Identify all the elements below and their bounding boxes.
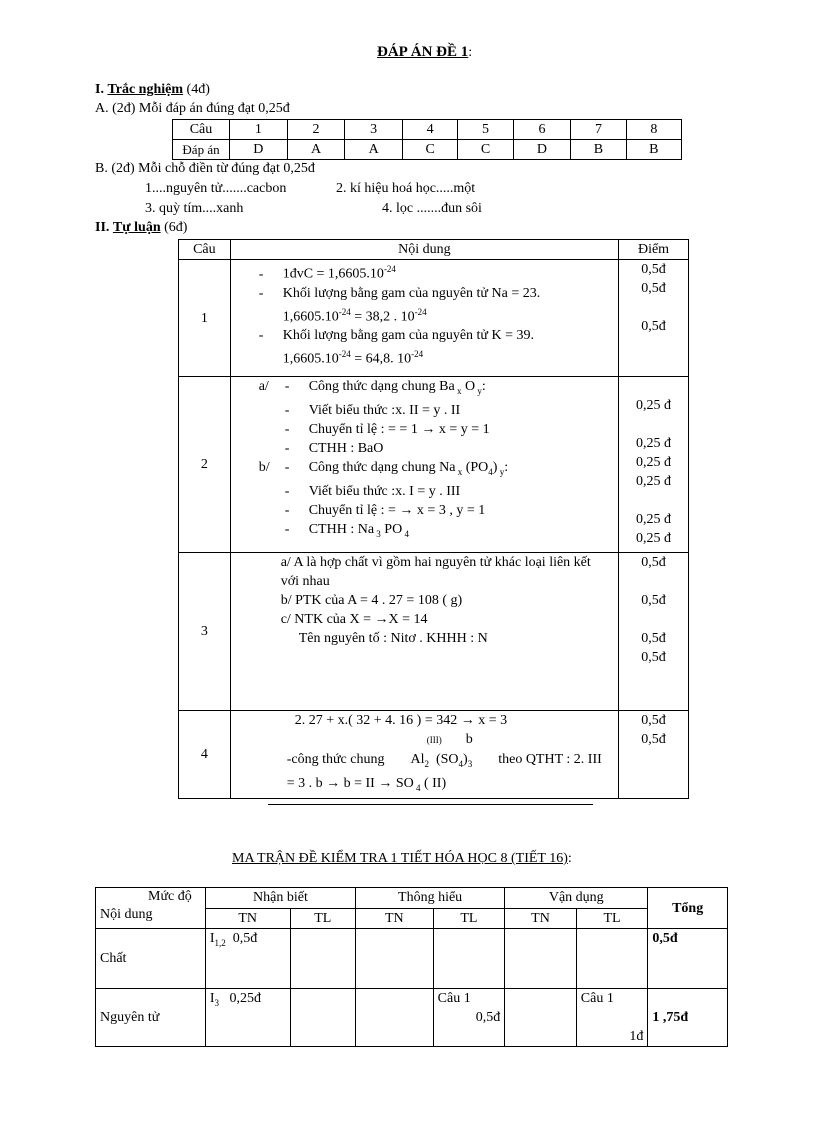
part1-heading: I. Trắc nghiệm (4đ): [95, 82, 210, 97]
q1-content: - 1đvC = $1,6605.10^{-24}$ - Khối lượng bằng gam của nguyên tử Na = 23. $1,6605.10^{-24} = 38,2$ . $10^{-24}$ - Khối lượng bằng gam của nguyên tử K = 39. $1,6605.10^{-24} = 64,8$. $10^{-24}$: [230, 260, 618, 377]
matrix-cell: [505, 989, 577, 1047]
matrix-cell: [576, 929, 648, 989]
answer-table: [172, 119, 682, 160]
answer-cell: B: [571, 140, 626, 160]
part1-b-line: B. (2đ) Mỗi chỗ điền từ đúng đạt 0,25đ: [95, 161, 315, 176]
matrix-cell: $I_3$ 0,25đ: [205, 989, 290, 1047]
row-total: 1 ,75đ: [648, 989, 728, 1047]
group-header: Thông hiểu: [356, 888, 505, 909]
matrix-row-chat: [96, 929, 728, 989]
answer-table-question-row: [173, 120, 682, 140]
matrix-title: MA TRẬN ĐỀ KIỂM TRA 1 TIẾT HÓA HỌC 8 (TIẾT 16):: [232, 851, 572, 866]
q1-scores: 0,5đ 0,5đ 0,5đ: [619, 260, 689, 377]
question-number: 2: [287, 120, 345, 140]
question-number: 8: [626, 120, 681, 140]
fill-answer-2: 2. kí hiệu hoá học.....một: [336, 181, 476, 196]
matrix-cell: $I_{1,2}$ 0,5đ: [205, 929, 290, 989]
matrix-cell: [356, 929, 434, 989]
essay-row-q1: [179, 260, 689, 377]
sub-header: TL: [433, 909, 505, 929]
matrix-table: [95, 887, 728, 1047]
q2-scores: 0,25 đ 0,25 đ 0,25 đ 0,25 đ 0,25 đ 0,25 đ: [619, 377, 689, 553]
q3-content: a/ A là hợp chất vì gồm hai nguyên tử khác loại liên kết với nhau b/ PTK của A = 4 . 27 = 108 ( g) c/ NTK của X = →X = 14 Tên nguyên tố : Nitơ . KHHH : N: [230, 553, 618, 711]
matrix-row-nguyen-tu: [96, 989, 728, 1047]
answer-cell: A: [287, 140, 345, 160]
question-number: 5: [458, 120, 513, 140]
matrix-cell: [505, 929, 577, 989]
answer-cell: D: [513, 140, 571, 160]
matrix-cell: [356, 989, 434, 1047]
column-header: Câu: [179, 240, 231, 260]
matrix-corner: Mức độ Nội dung: [96, 888, 206, 929]
answer-table-label: Đáp án: [173, 140, 230, 160]
fill-answer-4: 4. lọc .......đun sôi: [382, 201, 482, 216]
part2-heading: II. Tự luận (6đ): [95, 220, 188, 235]
fill-answer-1: 1....nguyên tử.......cacbon: [145, 181, 287, 196]
answer-cell: C: [458, 140, 513, 160]
question-number: 1: [179, 260, 231, 377]
question-number: 4: [403, 120, 458, 140]
page-title: ĐÁP ÁN ĐỀ 1:: [377, 44, 473, 60]
part1-a-line: A. (2đ) Mỗi đáp án đúng đạt 0,25đ: [95, 101, 290, 116]
column-header: Nội dung: [230, 240, 618, 260]
sub-header: TN: [356, 909, 434, 929]
total-header: Tổng: [648, 888, 728, 929]
matrix-cell: [290, 989, 356, 1047]
matrix-cell: [433, 929, 505, 989]
question-number: 2: [179, 377, 231, 553]
q2-content: a/ - Công thức dạng chung Ba $_x$ O $_y$: - Viết biểu thức :x. II = y . II - Chuyển tỉ lệ : = = 1 → x = y = 1 - CTHH : BaO b/ - Công thức dạng chung Na $_x$ $(PO_4)$ $_y$: - Viết biểu thức :x. I = y . III - Chuyển tỉ lệ : = → x = 3 , y = 1 - CTHH : Na $_3$ PO $_4$: [230, 377, 618, 553]
essay-row-q3: [179, 553, 689, 711]
row-total: 0,5đ: [648, 929, 728, 989]
question-number: 3: [345, 120, 403, 140]
answer-table-label: Câu: [173, 120, 230, 140]
sub-header: TL: [576, 909, 648, 929]
row-label: Chất: [96, 929, 206, 989]
question-number: 7: [571, 120, 626, 140]
matrix-cell: [290, 929, 356, 989]
essay-row-q4: [179, 711, 689, 799]
question-number: 3: [179, 553, 231, 711]
answer-cell: C: [403, 140, 458, 160]
answer-cell: B: [626, 140, 681, 160]
matrix-header-row: [96, 888, 728, 909]
question-number: 4: [179, 711, 231, 799]
separator-line: [268, 804, 593, 805]
sub-header: TN: [205, 909, 290, 929]
sub-header: TL: [290, 909, 356, 929]
group-header: Vận dụng: [505, 888, 648, 909]
answer-table-answer-row: [173, 140, 682, 160]
essay-table-header: [179, 240, 689, 260]
matrix-cell: Câu 1 1đ: [576, 989, 648, 1047]
essay-row-q2: [179, 377, 689, 553]
q3-scores: 0,5đ 0,5đ 0,5đ 0,5đ: [619, 553, 689, 711]
group-header: Nhận biết: [205, 888, 355, 909]
essay-table: [178, 239, 689, 799]
question-number: 1: [230, 120, 288, 140]
answer-cell: A: [345, 140, 403, 160]
question-number: 6: [513, 120, 571, 140]
column-header: Điểm: [619, 240, 689, 260]
matrix-cell: Câu 1 0,5đ: [433, 989, 505, 1047]
q4-scores: 0,5đ 0,5đ: [619, 711, 689, 799]
row-label: Nguyên tử: [96, 989, 206, 1047]
answer-cell: D: [230, 140, 288, 160]
fill-answer-3: 3. quỳ tím....xanh: [145, 201, 244, 216]
q4-content: 2. 27 + x.( 32 + 4. 16 ) = 342 → x = 3 (III) b -công thức chung $Al_2$ $(SO_4)_3$ theo QTHT : 2. III = 3 . b → b = II → SO $_4$ ( II): [230, 711, 618, 799]
sub-header: TN: [505, 909, 577, 929]
